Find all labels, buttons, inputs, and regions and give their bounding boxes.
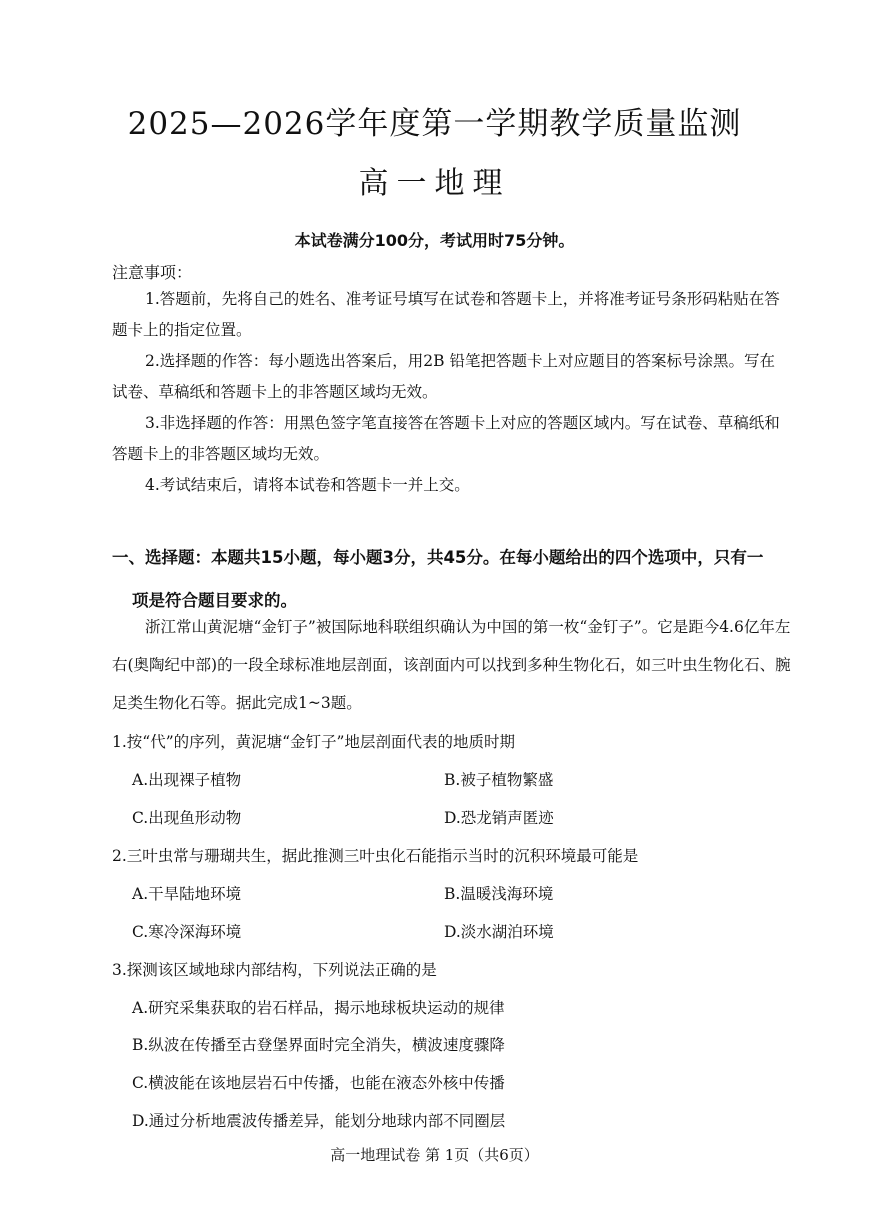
question-3-option-b: B.纵波在传播至古登堡界面时完全消失，横波速度骤降 [132,1036,505,1054]
section-heading-line2: 项是符合题目要求的。 [132,591,297,610]
question-3-option-d: D.通过分析地震波传播差异，能划分地球内部不同圈层 [132,1112,506,1130]
question-2-option-b: B.温暖浅海环境 [444,885,554,903]
question-2-stem: 2.三叶虫常与珊瑚共生，据此推测三叶虫化石能指示当时的沉积环境最可能是 [112,847,639,865]
reading-material: 浙江常山黄泥塘“金钉子”被国际地科联组织确认为中国的第一枚“金钉子”。它是距今4.6亿年左右(奥陶纪中部)的一段全球标准地层剖面，该剖面内可以找到多种生物化石，如三叶虫生物化石、腕足类生物化石等。据此完成1~3题。 [112,618,791,712]
question-3-stem: 3.探测该区域地球内部结构，下列说法正确的是 [112,961,437,979]
question-1-stem: 1.按“代”的序列，黄泥塘“金钉子”地层剖面代表的地质时期 [112,733,515,751]
exam-title: 2025—2026学年度第一学期教学质量监测 [127,106,742,142]
notice-heading: 注意事项： [112,263,193,282]
notice-item-2: 2.选择题的作答：每小题选出答案后，用2B 铅笔把答题卡上对应题目的答案标号涂黑。写在试卷、草稿纸和答题卡上的非答题区域均无效。 [112,352,775,401]
question-1-option-a: A.出现裸子植物 [132,771,242,789]
question-2-option-a: A.干旱陆地环境 [132,885,242,903]
question-3-option-a: A.研究采集获取的岩石样品，揭示地球板块运动的规律 [132,999,505,1017]
subject-title: 高一地理 [358,166,511,201]
question-2-option-c: C.寒冷深海环境 [132,923,242,941]
notice-item-3: 3.非选择题的作答：用黑色签字笔直接答在答题卡上对应的答题区域内。写在试卷、草稿纸和答题卡上的非答题区域均无效。 [112,414,780,463]
page-footer: 高一地理试卷 第 1页（共6页） [330,1146,539,1164]
section-heading-line1: 一、选择题：本题共15小题，每小题3分，共45分。在每小题给出的四个选项中，只有一 [112,548,764,567]
question-3-option-c: C.横波能在该地层岩石中传播，也能在液态外核中传播 [132,1074,505,1092]
exam-info: 本试卷满分100分，考试用时75分钟。 [294,231,575,250]
question-1-option-b: B.被子植物繁盛 [444,771,554,789]
notice-item-1: 1.答题前，先将自己的姓名、准考证号填写在试卷和答题卡上，并将准考证号条形码粘贴在答题卡上的指定位置。 [112,290,780,339]
question-1-option-d: D.恐龙销声匿迹 [444,809,554,827]
question-1-option-c: C.出现鱼形动物 [132,809,242,827]
notice-item-4: 4.考试结束后，请将本试卷和答题卡一并上交。 [145,476,470,494]
question-2-option-d: D.淡水湖泊环境 [444,923,554,941]
